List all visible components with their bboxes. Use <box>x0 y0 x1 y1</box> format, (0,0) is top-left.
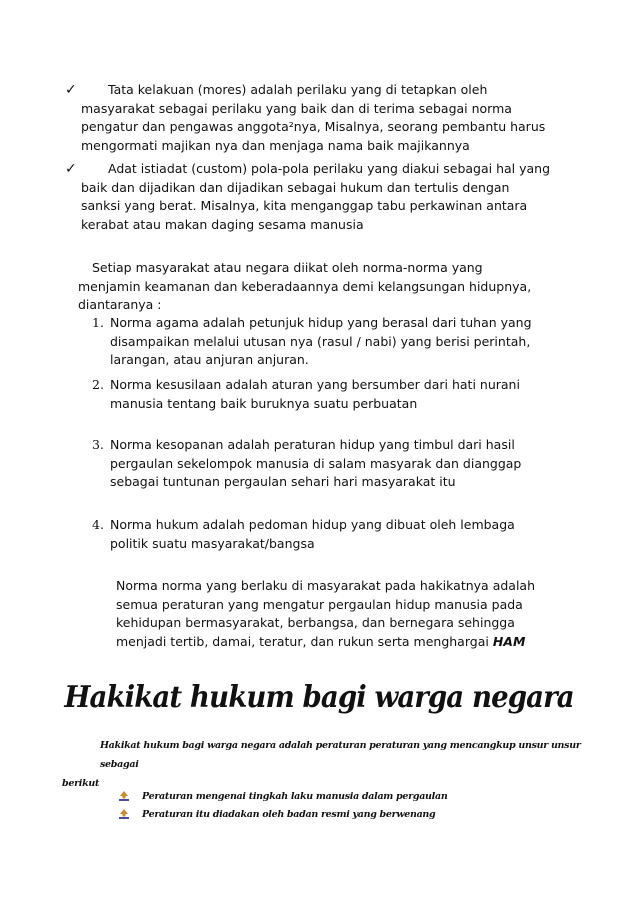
text-line: kehidupan bermasyarakat, berbangsa, dan bernegara sehingga <box>116 615 515 630</box>
list-number: 4. <box>92 517 104 532</box>
text-line: politik suatu masyarakat/bangsa <box>110 535 315 551</box>
text-line: pergaulan sekelompok manusia di salam masyarak dan dianggap <box>110 455 522 471</box>
text-line: Tata kelakuan (mores) adalah perilaku yang di tetapkan oleh <box>108 82 488 97</box>
text-line: menjamin keamanan dan keberadaannya demi kelangsungan hidupnya, <box>78 278 532 294</box>
text-line: Norma hukum adalah pedoman hidup yang dibuat oleh lembaga <box>110 517 515 532</box>
definition-paragraph <box>62 736 582 793</box>
text-line: pengatur dan pengawas anggota²nya, Misalnya, seorang pembantu harus <box>81 119 546 134</box>
text-line: larangan, atau anjuran anjuran. <box>110 352 309 367</box>
text-line: Norma norma yang berlaku di masyarakat pada hakikatnya adalah <box>116 578 536 593</box>
intro-paragraph <box>78 259 568 315</box>
text-line: Norma kesopanan adalah peraturan hidup yang timbul dari hasil <box>110 437 515 452</box>
text-line: berikut <box>62 778 100 789</box>
norm-agama <box>110 314 560 370</box>
text-line: sebagai tuntunan pergaulan sehari hari masyarakat itu <box>110 474 456 489</box>
text-line: baik dan dijadikan dan dijadikan sebagai hukum dan tertulis dengan <box>81 179 510 195</box>
text-line <box>116 633 576 652</box>
checkmark-icon: ✓ <box>65 161 77 177</box>
text-line: Adat istiadat (custom) pola-pola perilaku yang diakui sebagai hal yang <box>108 161 551 176</box>
text-line: kerabat atau makan daging sesama manusia <box>81 216 364 232</box>
section-title: Hakikat hukum bagi warga negara <box>64 680 574 715</box>
definition-item: Peraturan itu diadakan oleh badan resmi yang berwenang <box>142 809 436 820</box>
ham-emphasis: HAM <box>492 633 526 649</box>
norm-kesopanan <box>110 436 560 492</box>
bullet-paragraph-custom <box>81 160 561 234</box>
text-line: manusia tentang baik buruknya suatu perbuatan <box>110 395 418 411</box>
text-line: Hakikat hukum bagi warga negara adalah peraturan peraturan yang mencangkup unsur unsur sebagai <box>100 740 581 770</box>
text-line: disampaikan melalui utusan nya (rasul / nabi) yang berisi perintah, <box>110 333 531 349</box>
text-line: Norma agama adalah petunjuk hidup yang berasal dari tuhan yang <box>110 315 532 330</box>
text-line: semua peraturan yang mengatur pergaulan hidup manusia pada <box>116 596 523 612</box>
list-number: 3. <box>92 437 104 452</box>
text-line: menjadi tertib, damai, teratur, dan rukun serta menghargai <box>116 633 489 649</box>
summary-paragraph <box>116 577 576 651</box>
list-number: 1. <box>92 315 104 330</box>
text-line: Norma kesusilaan adalah aturan yang bersumber dari hati nurani <box>110 377 520 392</box>
text-line: mengormati majikan nya dan menjaga nama baik majikannya <box>81 137 470 153</box>
text-line: sanksi yang berat. Misalnya, kita menganggap tabu perkawinan antara <box>81 198 528 213</box>
text-line: diantaranya : <box>78 297 162 312</box>
bullet-paragraph-mores <box>81 81 561 155</box>
text-line: masyarakat sebagai perilaku yang baik dan di terima sebagai norma <box>81 100 512 116</box>
arrow-bullet-icon <box>118 808 130 820</box>
norm-hukum <box>110 516 560 553</box>
text-line: Setiap masyarakat atau negara diikat oleh norma-norma yang <box>92 260 483 275</box>
norm-kesusilaan <box>110 376 560 413</box>
definition-item: Peraturan mengenai tingkah laku manusia dalam pergaulan <box>142 791 448 802</box>
checkmark-icon: ✓ <box>65 82 77 98</box>
list-number: 2. <box>92 377 104 392</box>
arrow-bullet-icon <box>118 790 130 802</box>
